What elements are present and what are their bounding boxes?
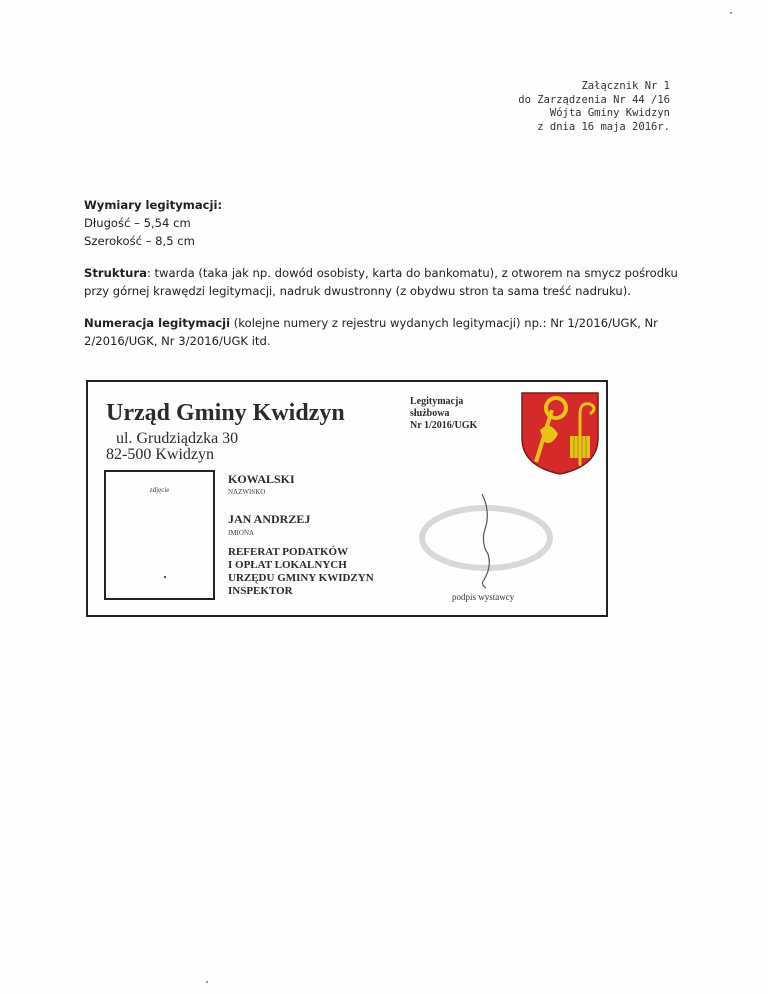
- dimensions-heading: Wymiary legitymacji:: [84, 198, 223, 212]
- photo-mark: [164, 576, 166, 578]
- faded-stamp-signature-icon: [406, 492, 566, 592]
- office-name: Urząd Gminy Kwidzyn: [106, 400, 345, 426]
- position-line-2: I OPŁAT LOKALNYCH: [228, 559, 347, 571]
- document-body: [84, 196, 684, 364]
- annex-line-2: do Zarządzenia Nr 44 /16: [518, 93, 670, 106]
- annex-line-4: z dnia 16 maja 2016r.: [537, 120, 670, 133]
- office-street: ul. Grudziądzka 30: [116, 430, 239, 447]
- given-names-label: IMIONA: [228, 529, 255, 537]
- surname-value: KOWALSKI: [228, 472, 295, 486]
- annex-line-3: Wójta Gminy Kwidzyn: [549, 107, 670, 119]
- card-type-line-2: służbowa: [410, 408, 450, 419]
- coat-of-arms-icon: [518, 390, 602, 476]
- id-card-template: [86, 380, 608, 617]
- photo-placeholder: [104, 470, 215, 600]
- position-line-1: REFERAT PODATKÓW: [228, 546, 349, 558]
- card-type-line-1: Legitymacja: [410, 396, 464, 407]
- card-number: Nr 1/2016/UGK: [410, 420, 478, 431]
- structure-text: : twarda (taka jak np. dowód osobisty, karta do bankomatu), z otworem na smycz pośrodku przy górnej krawędzi legitymacji, nadruk dwustronny (z obydwu stron ta sama treść nadruku).: [84, 266, 678, 298]
- structure-label: Struktura: [84, 266, 147, 280]
- position-line-4: INSPEKTOR: [228, 585, 293, 597]
- signature-caption: podpis wystawcy: [452, 592, 515, 602]
- surname-label: NAZWISKO: [228, 488, 266, 496]
- scan-speck: [206, 981, 208, 983]
- annex-header: [518, 80, 670, 134]
- card-type: [410, 396, 477, 432]
- scan-speck: [730, 12, 732, 14]
- office-city: 82-500 Kwidzyn: [106, 446, 214, 463]
- given-names-value: JAN ANDRZEJ: [228, 512, 311, 526]
- numbering-paragraph: [84, 314, 684, 350]
- annex-line-1: Załącznik Nr 1: [581, 80, 670, 92]
- numbering-text: (kolejne numery z rejestru wydanych legitymacji) np.: Nr 1/2016/UGK, Nr 2/2016/UGK, Nr 3/2016/UGK itd.: [84, 316, 658, 348]
- dimensions-length: Długość – 5,54 cm: [84, 216, 191, 230]
- position-block: [228, 546, 374, 598]
- position-line-3: URZĘDU GMINY KWIDZYN: [228, 572, 374, 584]
- dimensions-section: [84, 196, 684, 250]
- dimensions-width: Szerokość – 8,5 cm: [84, 234, 195, 248]
- numbering-label: Numeracja legitymacji: [84, 316, 231, 330]
- structure-paragraph: [84, 264, 684, 300]
- photo-label: zdjęcie: [149, 486, 170, 494]
